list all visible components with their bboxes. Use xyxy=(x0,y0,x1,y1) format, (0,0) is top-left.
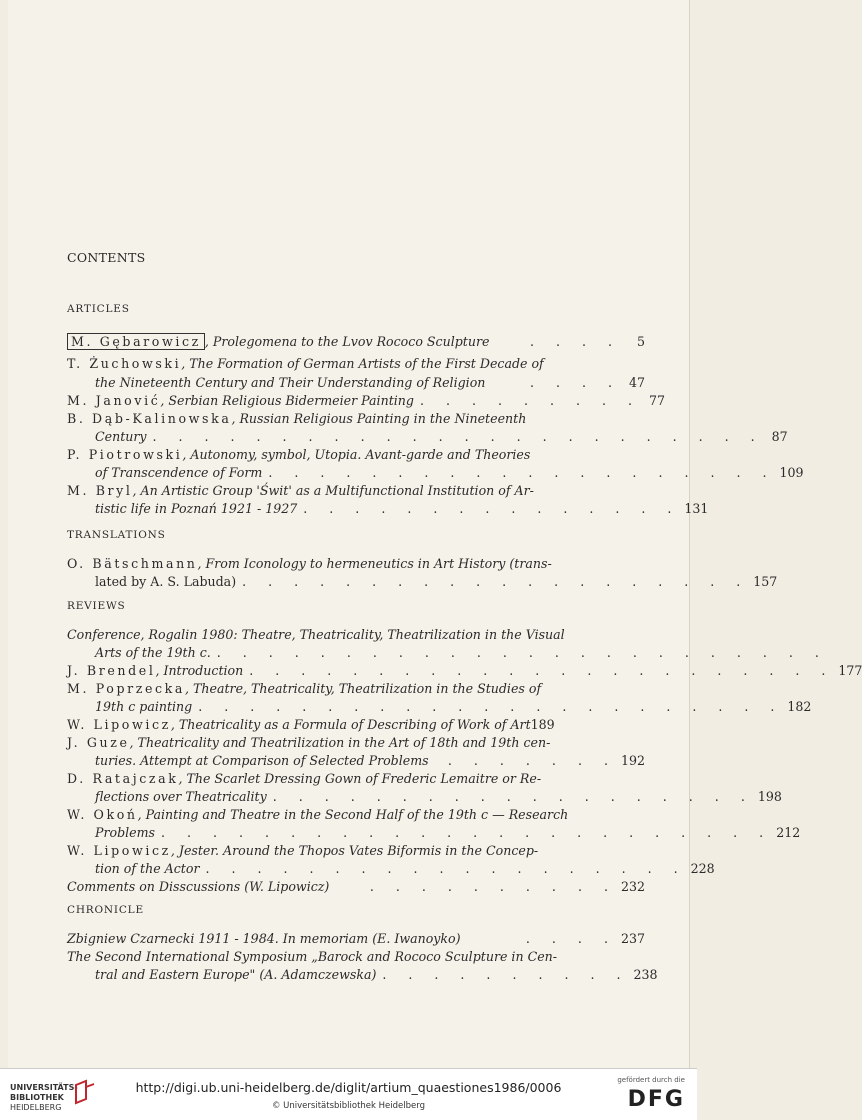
toc-entry xyxy=(67,555,645,573)
entry-title: Arts of the 19th c. xyxy=(95,645,211,660)
entry-author: D. Ratajczak xyxy=(67,771,179,786)
toc-entry-cont: tistic life in Poznań 1921 - 1927 . . . . . . . . . . . . . . . 131 xyxy=(95,501,709,516)
toc-entry-cont: tral and Eastern Europe" (A. Adamczewska) . . . . . . . . . . 238 xyxy=(95,967,658,982)
entry-title: flections over Theatricality xyxy=(95,789,267,804)
entry-title: , Prolegomena to the Lvov Rococo Sculpture xyxy=(204,334,490,349)
section-translations: TRANSLATIONS xyxy=(67,529,166,541)
toc-entry-cont: 19th c painting . . . . . . . . . . . . . . . . . . . . . . . 182 xyxy=(95,699,812,714)
entry-page: 237 xyxy=(620,931,645,946)
entry-title: , Theatricality as a Formula of Describing of Work of Art xyxy=(170,717,531,732)
toc-entry xyxy=(67,446,645,464)
section-articles: ARTICLES xyxy=(67,303,130,315)
entry-author: O. Bätschmann xyxy=(67,556,198,571)
entry-title: , Russian Religious Painting in the Nineteenth xyxy=(231,411,527,426)
toc-entry-cont: turies. Attempt at Comparison of Selected Problems . . . . . . . 192 xyxy=(95,753,645,768)
entry-author: P. Piotrowski xyxy=(67,447,183,462)
entry-title: 19th c painting xyxy=(95,699,193,714)
toc-entry-cont: Problems . . . . . . . . . . . . . . . . . . . . . . . . 212 xyxy=(95,825,801,840)
entry-title: The Second International Symposium „Barock and Rococo Sculpture in Cen- xyxy=(67,949,558,964)
entry-title: , Introduction xyxy=(155,663,244,678)
entry-author: M. Gębarowicz xyxy=(67,333,205,350)
entry-page: 109 xyxy=(779,465,804,480)
toc-entry xyxy=(67,680,645,698)
toc-entry xyxy=(67,482,645,500)
toc-entry-cont: the Nineteenth Century and Their Understanding of Religion . . . . 47 xyxy=(95,375,645,390)
entry-page: 47 xyxy=(628,375,645,390)
section-reviews: REVIEWS xyxy=(67,600,126,612)
entry-title: , An Artistic Group 'Świt' as a Multifunctional Institution of Ar- xyxy=(132,483,534,498)
section-chronicle: CHRONICLE xyxy=(67,904,144,916)
toc-entry-cont: Century . . . . . . . . . . . . . . . . . . . . . . . . 87 xyxy=(95,429,788,444)
dfg-caption: gefördert durch die xyxy=(617,1076,685,1084)
entry-title: of Transcendence of Form xyxy=(95,465,263,480)
entry-author: W. Lipowicz xyxy=(67,717,171,732)
toc-entry: M. Janović, Serbian Religious Bidermeier Painting . . . . . . . . . 77 xyxy=(67,393,666,408)
entry-page: 182 xyxy=(787,699,812,714)
entry-title: , The Scarlet Dressing Gown of Frederic Lemaitre or Re- xyxy=(178,771,542,786)
viewer-footer xyxy=(0,1068,697,1120)
toc-entry-cont: flections over Theatricality . . . . . . . . . . . . . . . . . . . 198 xyxy=(95,789,782,804)
entry-title: tion of the Actor xyxy=(95,861,200,876)
entry-author: W. Okoń xyxy=(67,807,138,822)
toc-entry: Comments on Disscussions (W. Lipowicz) . . . . . . . . . . 232 xyxy=(67,879,645,894)
document-page xyxy=(8,0,862,1068)
entry-page: 198 xyxy=(757,789,782,804)
entry-page: 189 xyxy=(530,717,555,732)
entry-title: Problems xyxy=(95,825,156,840)
copyright-text: © Universitätsbibliothek Heidelberg xyxy=(271,1101,425,1111)
entry-author: J. Brendel xyxy=(67,663,156,678)
entry-title: the Nineteenth Century and Their Understanding of Religion xyxy=(95,375,486,390)
toc-entry-cont: of Transcendence of Form . . . . . . . . . . . . . . . . . . . . 109 xyxy=(95,465,804,480)
toc-entry xyxy=(67,626,645,644)
entry-page: 212 xyxy=(776,825,801,840)
toc-entry xyxy=(67,948,645,966)
entry-author: M. Bryl xyxy=(67,483,133,498)
toc-entry xyxy=(67,355,645,373)
entry-title: , Autonomy, symbol, Utopia. Avant-garde and Theories xyxy=(182,447,531,462)
entry-title: lated by A. S. Labuda) xyxy=(95,574,237,589)
toc-entry: J. Brendel, Introduction . . . . . . . . . . . . . . . . . . . . . . . 177 xyxy=(67,663,862,678)
entry-author: J. Guze xyxy=(67,735,130,750)
entry-page: 87 xyxy=(771,429,788,444)
entry-title: Conference, Rogalin 1980: Theatre, Theatricality, Theatrilization in the Visual xyxy=(67,627,565,642)
toc-entry: Zbigniew Czarnecki 1911 - 1984. In memoriam (E. Iwanoyko) . . . . 237 xyxy=(67,931,645,946)
entry-title: , Serbian Religious Bidermeier Painting xyxy=(160,393,414,408)
entry-page: 77 xyxy=(648,393,666,408)
entry-title: , From Iconology to hermeneutics in Art History (trans- xyxy=(197,556,552,571)
toc-entry xyxy=(67,410,645,428)
toc-entry-cont: tion of the Actor . . . . . . . . . . . . . . . . . . . 228 xyxy=(95,861,715,876)
library-logo-text: UNIVERSITÄTS- BIBLIOTHEK HEIDELBERG xyxy=(10,1083,78,1112)
toc-entry xyxy=(67,842,645,860)
entry-title: tistic life in Poznań 1921 - 1927 xyxy=(95,501,298,516)
toc-entry-cont: lated by A. S. Labuda) . . . . . . . . . . . . . . . . . . . . 157 xyxy=(95,574,778,589)
entry-page: 131 xyxy=(684,501,709,516)
entry-page: 192 xyxy=(620,753,645,768)
entry-author: W. Lipowicz xyxy=(67,843,171,858)
entry-page: 177 xyxy=(838,663,862,678)
entry-title: , The Formation of German Artists of the First Decade of xyxy=(181,356,544,371)
entry-author: M. Janović xyxy=(67,393,161,408)
entry-title: turies. Attempt at Comparison of Selected Problems xyxy=(95,753,429,768)
entry-title: tral and Eastern Europe" (A. Adamczewska) xyxy=(95,967,377,982)
toc-entry-cont: Arts of the 19th c. . . . . . . . . . . . . . . . . . . . . . . . . xyxy=(95,645,828,660)
entry-title: , Theatricality and Theatrilization in the Art of 18th and 19th cen- xyxy=(129,735,551,750)
entry-page: 232 xyxy=(620,879,645,894)
toc-entry xyxy=(67,716,645,734)
entry-title: Comments on Disscussions (W. Lipowicz) xyxy=(67,879,330,894)
entry-page: 228 xyxy=(690,861,715,876)
toc-entry: M. Gębarowicz , Prolegomena to the Lvov Rococo Sculpture . . . . 5 xyxy=(67,333,645,351)
entry-title: , Theatre, Theatricality, Theatrilization in the Studies of xyxy=(185,681,542,696)
entry-title: Zbigniew Czarnecki 1911 - 1984. In memoriam (E. Iwanoyko) xyxy=(67,931,461,946)
entry-author: M. Poprzecka xyxy=(67,681,186,696)
entry-title: , Painting and Theatre in the Second Half of the 19th c — Research xyxy=(137,807,569,822)
entry-page: 5 xyxy=(636,334,645,349)
entry-author: T. Żuchowski xyxy=(67,356,182,371)
entry-page: 157 xyxy=(753,574,778,589)
dfg-logo: DFG xyxy=(627,1087,685,1112)
toc-entry xyxy=(67,770,645,788)
entry-title: Century xyxy=(95,429,147,444)
toc-entry xyxy=(67,734,645,752)
toc-entry xyxy=(67,806,645,824)
contents-heading: CONTENTS xyxy=(67,250,146,265)
entry-author: B. Dąb-Kalinowska xyxy=(67,411,232,426)
entry-title: , Jester. Around the Thopos Vates Biformis in the Concep- xyxy=(170,843,539,858)
page-url-link[interactable]: http://digi.ub.uni-heidelberg.de/diglit/artium_quaestiones1986/0006 xyxy=(135,1080,562,1095)
entry-page: 238 xyxy=(633,967,658,982)
